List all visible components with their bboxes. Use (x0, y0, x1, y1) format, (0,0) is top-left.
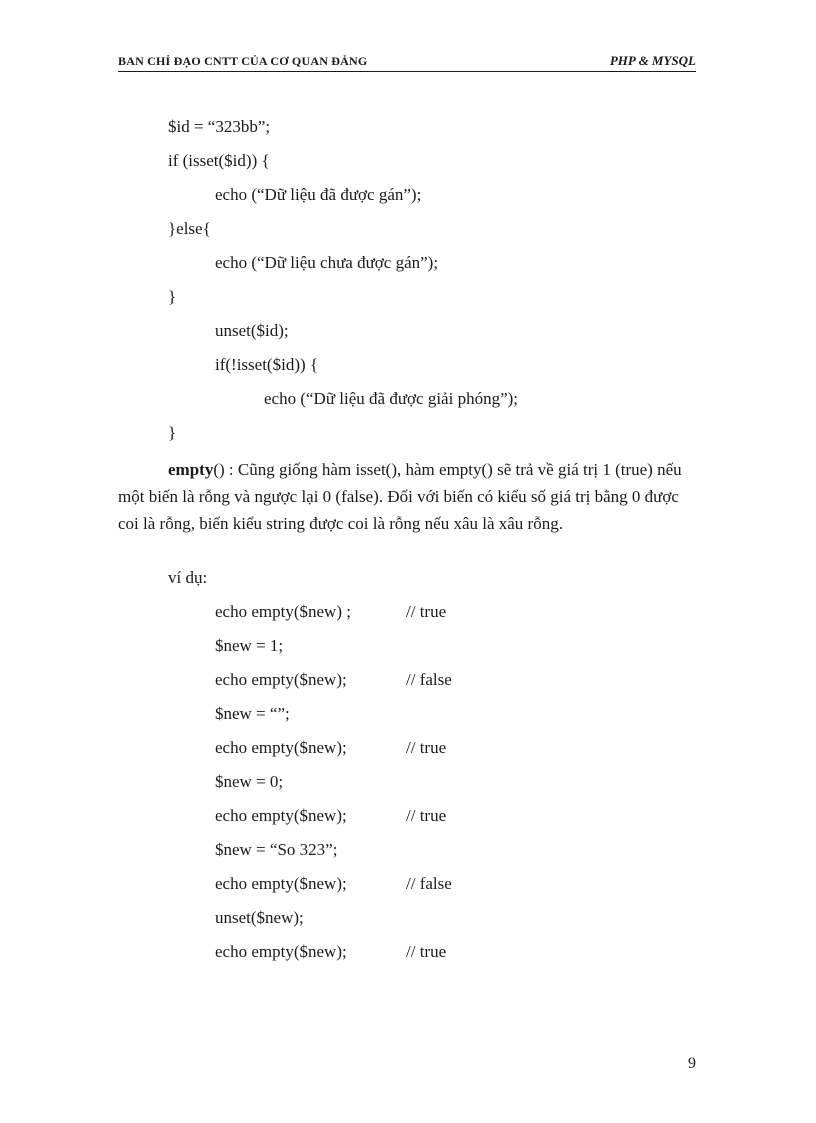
example-code-line: $new = 1; (215, 636, 284, 655)
code-line: } (168, 287, 177, 306)
example-comment: // false (406, 670, 452, 689)
code-line: if (isset($id)) { (168, 151, 270, 170)
empty-description-paragraph (118, 456, 698, 537)
header-rule (118, 71, 696, 72)
code-line: unset($id); (215, 321, 289, 340)
example-code-line: $new = “”; (215, 704, 290, 723)
example-comment: // true (406, 738, 447, 757)
header-title-left: BAN CHỈ ĐẠO CNTT CỦA CƠ QUAN ĐẢNG (118, 54, 368, 68)
example-comment: // true (406, 602, 447, 621)
example-code-line: echo empty($new) ; (215, 602, 351, 621)
example-code-line: $new = “So 323”; (215, 840, 338, 859)
code-line: echo (“Dữ liệu chưa được gán”); (215, 253, 439, 272)
code-line: if(!isset($id)) { (215, 355, 319, 374)
example-code-line: echo empty($new); (215, 670, 347, 689)
example-comment: // true (406, 942, 447, 961)
code-line: echo (“Dữ liệu đã được giải phóng”); (264, 389, 518, 408)
example-code-line: echo empty($new); (215, 874, 347, 893)
term-empty: empty (168, 460, 214, 479)
example-label: ví dụ: (168, 568, 208, 587)
example-code-line: unset($new); (215, 908, 304, 927)
example-code-line: echo empty($new); (215, 738, 347, 757)
example-comment: // false (406, 874, 452, 893)
example-code-line: $new = 0; (215, 772, 284, 791)
example-code-line: echo empty($new); (215, 942, 347, 961)
code-line: } (168, 423, 177, 442)
header-title-right: PHP & MYSQL (609, 53, 696, 68)
code-line: echo (“Dữ liệu đã được gán”); (215, 185, 422, 204)
page-number: 9 (688, 1055, 696, 1072)
example-comment: // true (406, 806, 447, 825)
code-line: $id = “323bb”; (168, 117, 271, 136)
example-code-line: echo empty($new); (215, 806, 347, 825)
code-line: }else{ (168, 219, 211, 238)
description-text: () : Cũng giống hàm isset(), hàm empty() sẽ trả về giá trị 1 (true) nếu một biến là rỗng và ngược lại 0 (false). Đối với biến có kiểu số giá trị bằng 0 được coi là rỗng, biến kiểu string được coi là rỗng nếu xâu là xâu rỗng. (118, 460, 682, 533)
